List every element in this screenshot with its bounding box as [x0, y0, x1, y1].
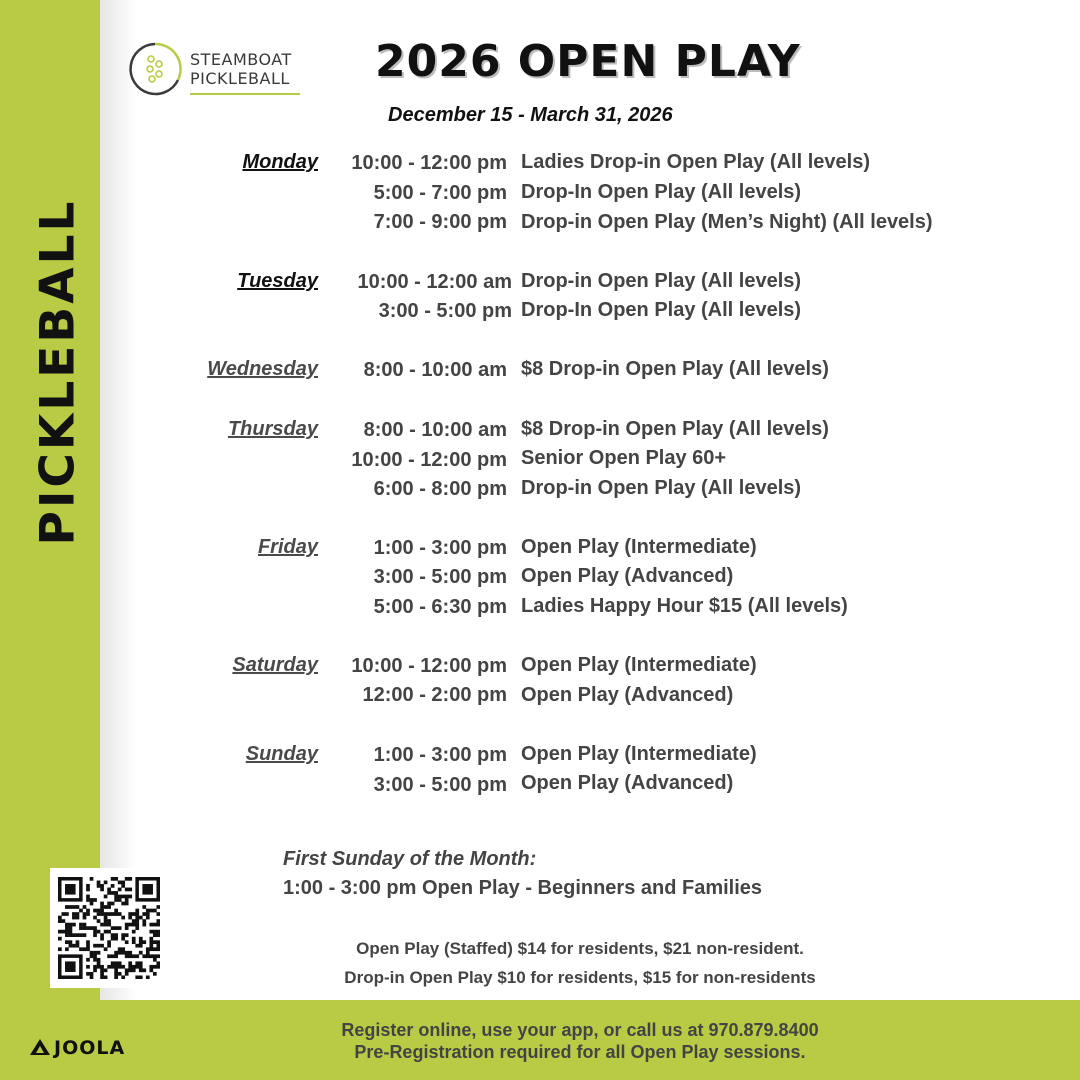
- pricing-drop-in: Drop-in Open Play $10 for residents, $15 for non-residents: [344, 968, 816, 987]
- pickleball-logo-icon: [126, 40, 184, 98]
- session-time: 5:00 - 7:00 pm: [373, 182, 507, 204]
- day-sunday: Sunday: [245, 743, 318, 765]
- session-activity: Open Play (Intermediate): [521, 536, 757, 558]
- session-time: 3:00 - 5:00 pm: [378, 300, 512, 322]
- pricing-staffed: Open Play (Staffed) $14 for residents, $21 non-resident.: [356, 939, 804, 958]
- session-time: 5:00 - 6:30 pm: [373, 596, 507, 618]
- session-time: 8:00 - 10:00 am: [363, 359, 507, 381]
- logo-wordmark: [190, 50, 292, 88]
- date-range: December 15 - March 31, 2026: [388, 104, 673, 126]
- session-time: 10:00 - 12:00 am: [357, 271, 512, 293]
- day-wednesday: Wednesday: [207, 358, 318, 380]
- session-activity: Ladies Drop-in Open Play (All levels): [521, 151, 870, 173]
- footer-register-line: Register online, use your app, or call us at 970.879.8400: [341, 1020, 819, 1040]
- vertical-pickleball-word: PICKLEBALL: [30, 198, 86, 546]
- joola-triangle-icon: [30, 1039, 50, 1055]
- session-time: 10:00 - 12:00 pm: [351, 655, 507, 677]
- day-tuesday: Tuesday: [237, 270, 318, 292]
- page-title: 2026 OPEN PLAY: [375, 36, 801, 87]
- logo-line-2: PICKLEBALL: [190, 69, 290, 88]
- session-activity: $8 Drop-in Open Play (All levels): [521, 418, 829, 440]
- session-activity: Senior Open Play 60+: [521, 447, 727, 469]
- session-time: 10:00 - 12:00 pm: [351, 152, 507, 174]
- session-time: 8:00 - 10:00 am: [363, 419, 507, 441]
- first-sunday-session: 1:00 - 3:00 pm Open Play - Beginners and Families: [283, 877, 763, 899]
- session-activity: Open Play (Advanced): [521, 565, 734, 587]
- session-activity: Drop-in Open Play (All levels): [521, 477, 802, 499]
- day-thursday: Thursday: [227, 418, 318, 440]
- session-activity: Ladies Happy Hour $15 (All levels): [521, 595, 848, 617]
- session-time: 12:00 - 2:00 pm: [362, 684, 507, 706]
- day-saturday: Saturday: [232, 654, 318, 676]
- session-time: 3:00 - 5:00 pm: [373, 774, 507, 796]
- session-activity: Open Play (Intermediate): [521, 743, 757, 765]
- sidebar-shadow: [100, 0, 136, 1000]
- joola-sponsor-logo: [30, 1037, 125, 1059]
- joola-wordmark: JOOLA: [54, 1037, 126, 1059]
- session-time: 7:00 - 9:00 pm: [373, 211, 507, 233]
- session-activity: Drop-In Open Play (All levels): [521, 299, 802, 321]
- session-time: 3:00 - 5:00 pm: [373, 566, 507, 588]
- day-friday: Friday: [257, 536, 318, 558]
- steamboat-pickleball-logo: [126, 40, 306, 98]
- session-activity: Open Play (Advanced): [521, 772, 734, 794]
- session-activity: $8 Drop-in Open Play (All levels): [521, 358, 829, 380]
- qr-code[interactable]: [50, 868, 168, 988]
- session-activity: Drop-in Open Play (All levels): [521, 270, 802, 292]
- session-time: 1:00 - 3:00 pm: [373, 537, 507, 559]
- session-time: 10:00 - 12:00 pm: [351, 449, 507, 471]
- day-monday: Monday: [242, 151, 318, 173]
- footer-preregistration-line: Pre-Registration required for all Open Play sessions.: [354, 1042, 806, 1062]
- logo-underline: [190, 93, 300, 95]
- session-activity: Drop-in Open Play (Men’s Night) (All levels): [521, 211, 933, 233]
- qr-code-icon: [58, 877, 160, 979]
- session-time: 6:00 - 8:00 pm: [373, 478, 507, 500]
- session-activity: Open Play (Advanced): [521, 684, 734, 706]
- session-activity: Open Play (Intermediate): [521, 654, 757, 676]
- session-activity: Drop-In Open Play (All levels): [521, 181, 802, 203]
- logo-line-1: STEAMBOAT: [190, 50, 292, 69]
- first-sunday-label: First Sunday of the Month:: [283, 848, 537, 870]
- session-time: 1:00 - 3:00 pm: [373, 744, 507, 766]
